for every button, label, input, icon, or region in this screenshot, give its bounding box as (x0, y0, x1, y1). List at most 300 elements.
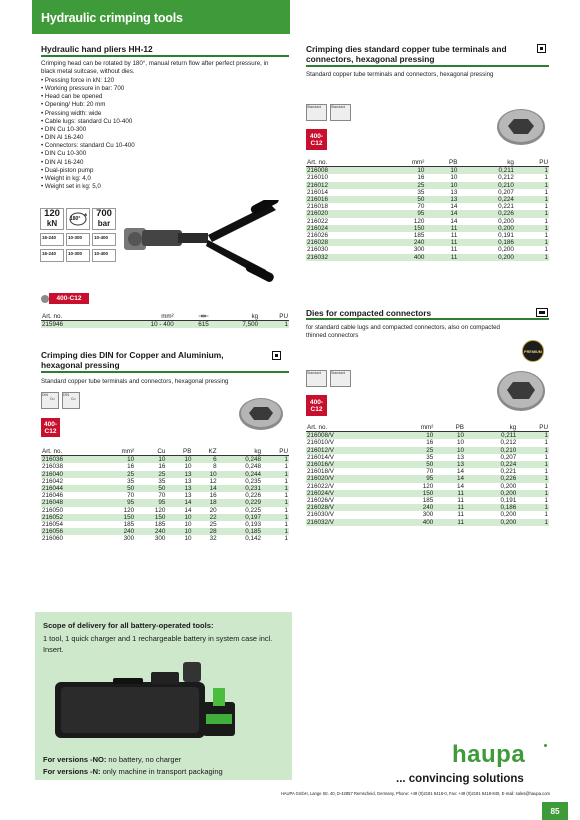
table-cell: 1 (517, 504, 549, 511)
table-cell: 25 (209, 521, 217, 529)
table-row (306, 490, 549, 497)
rotation-value: 180° (70, 216, 81, 222)
table-cell: 10 (184, 535, 192, 543)
table-cell: 120 (154, 506, 166, 514)
table-cell: 10 (166, 514, 192, 521)
table-cell: 1 (284, 463, 288, 471)
crimp-range-icon: 16-240 (40, 249, 64, 262)
table-cell: 1 (544, 217, 548, 225)
table-row (41, 492, 289, 499)
slogan: ... convincing solutions (396, 773, 524, 785)
table-cell: 10 (456, 439, 464, 447)
std-table (306, 159, 549, 261)
compact-dies-subtitle: for standard cable lugs and compacted connectors, also on compacted thinned connectors (306, 324, 500, 340)
table-cell: 35 (426, 453, 434, 461)
std-title-rule (306, 65, 549, 67)
table-row (306, 246, 549, 253)
pliers-table (41, 313, 289, 328)
table-cell: 1 (262, 471, 289, 478)
table-cell: 95 (379, 210, 425, 217)
table-cell: 216032 (306, 254, 379, 261)
table-cell: 1 (544, 511, 548, 519)
table-cell: 216036 (41, 456, 99, 464)
table-cell: 216008/V (306, 432, 391, 440)
table-cell: 216018/V (307, 468, 334, 476)
table-cell: 0,197 (218, 514, 262, 521)
table-cell: 216028 (306, 239, 379, 246)
table-cell: 1 (544, 497, 548, 505)
table-cell: 14 (434, 475, 465, 482)
din-table (41, 448, 289, 543)
premium-seal-icon: PREMIUM (522, 340, 544, 362)
compact-dies-title: Dies for compacted connectors (306, 308, 432, 318)
table-cell: 216032/V (306, 519, 391, 526)
table-cell: 216028/V (306, 504, 391, 511)
column-header: kg (210, 313, 259, 321)
column-header: kg (218, 448, 262, 456)
delivery-n-text: only machine in transport packaging (100, 767, 223, 776)
din-die-badge (41, 418, 60, 437)
table-cell: 11 (434, 519, 465, 526)
table-cell: 25 (99, 471, 136, 478)
table-cell: 1 (284, 492, 288, 500)
table-cell: 1 (515, 254, 549, 261)
column-header: PB (166, 448, 192, 456)
column-header: Cu (135, 448, 166, 456)
din-label-2-sub: Cu (71, 397, 76, 401)
table-cell: 12 (209, 477, 217, 485)
table-cell: 35 (158, 477, 166, 485)
column-header: Art. no. (41, 448, 99, 456)
table-row (306, 454, 549, 461)
din-dies-title: Crimping dies DIN for Copper and Aluminium, hexagonal pressing (41, 350, 224, 370)
table-cell: 14 (456, 482, 464, 490)
table-cell: 20 (209, 506, 217, 514)
table-cell: 25 (391, 447, 434, 454)
pliers-intro: Crimping head can be rotated by 180°, manual return flow after perfect pressure, in black metal suitcase, without dies. (41, 60, 269, 76)
column-header: Art. no. (306, 424, 391, 432)
column-header: mm² (391, 424, 434, 432)
table-cell: 216012 (306, 182, 379, 189)
table-cell: 70 (127, 492, 135, 500)
table-cell: 216008 (306, 167, 379, 175)
compact-badge-text: 400-C12 (309, 399, 323, 413)
table-cell: 8 (213, 463, 217, 471)
table-cell: 216030/V (307, 511, 334, 519)
table-cell: 1 (544, 203, 548, 211)
table-cell: 0,200 (500, 511, 517, 519)
table-row (41, 499, 289, 506)
table-cell: 216030 (307, 246, 329, 254)
table-row (41, 471, 289, 478)
table-cell: 216056 (41, 528, 99, 535)
table-cell: 216044 (41, 485, 99, 492)
delivery-title: Scope of delivery for all battery-operated tools: (43, 621, 214, 630)
table-cell: 0,226 (465, 475, 517, 482)
din-title-rule (41, 371, 289, 373)
compact-title-rule (306, 318, 549, 320)
table-header-row (306, 159, 549, 167)
table-cell: 16 (209, 492, 217, 500)
table-cell: 1 (544, 232, 548, 240)
table-row (306, 210, 549, 217)
table-cell: 35 (417, 188, 425, 196)
table-cell: 0,200 (465, 519, 517, 526)
table-cell: 14 (184, 506, 192, 514)
din-badge-text: 400-C12 (43, 421, 57, 435)
haupa-logo: haupa (452, 741, 526, 768)
pliers-feature: • Working pressure in bar: 700 (41, 85, 191, 93)
table-row (41, 321, 289, 329)
table-cell: 1 (515, 196, 549, 203)
table-row (41, 485, 289, 492)
table-cell: 0,185 (218, 528, 262, 535)
table-cell: 1 (517, 432, 549, 440)
crimp-range-icon: 10-300 (66, 249, 90, 262)
table-cell: 0,200 (458, 254, 514, 261)
table-row (306, 519, 549, 526)
delivery-text: 1 tool, 1 quick charger and 1 rechargeable battery in system case incl. Insert. (43, 634, 273, 654)
std-dies-subtitle: Standard copper tube terminals and connectors, hexagonal pressing (306, 71, 494, 78)
table-cell: 50 (391, 461, 434, 468)
table-cell: 13 (434, 461, 465, 468)
table-cell: 50 (379, 196, 425, 203)
table-cell: 16 (426, 439, 434, 447)
pliers-die-badge: 400-C12 (49, 293, 89, 304)
table-cell: 10 (184, 521, 192, 529)
table-cell: 16 (417, 174, 425, 182)
table-cell: 240 (99, 528, 136, 535)
table-cell: 216020 (306, 210, 379, 217)
table-cell: 13 (425, 196, 458, 203)
crimp-range-icon: 10-400 (92, 249, 116, 262)
pliers-feature: • Dual-piston pump (41, 167, 191, 175)
table-cell: 185 (123, 521, 135, 529)
compact-label-1: Standard (306, 370, 327, 387)
table-cell: 150 (135, 514, 166, 521)
force-icon (40, 208, 64, 230)
table-row (41, 463, 289, 470)
table-cell: 1 (515, 182, 549, 189)
table-cell: 0,231 (218, 485, 262, 492)
table-cell: 0,235 (245, 477, 262, 485)
table-cell: 0,212 (498, 174, 514, 182)
table-cell: 216016/V (306, 461, 391, 468)
table-cell: 0,211 (458, 167, 514, 175)
table-cell: 300 (154, 535, 166, 543)
table-cell: 216026/V (307, 497, 334, 505)
std-label-1: Standard (306, 104, 327, 121)
pliers-feature: • Weight in kg: 4,0 (41, 175, 191, 183)
table-cell: 10 (135, 456, 166, 464)
table-cell: 95 (391, 475, 434, 482)
table-cell: 14 (456, 468, 464, 476)
crimp-range-icon: 16-240 (40, 233, 64, 246)
pliers-feature: • DIN Cu 10-300 (41, 150, 191, 158)
table-cell: 11 (457, 511, 464, 519)
table-cell: 1 (517, 519, 549, 526)
table-cell: 216040 (41, 471, 99, 478)
table-row (306, 447, 549, 454)
pliers-feature: • Weight set in kg: 5,0 (41, 183, 191, 191)
table-cell: 0,200 (498, 246, 514, 254)
table-cell: 185 (154, 521, 166, 529)
table-cell: 300 (123, 535, 135, 543)
table-header-row (41, 448, 289, 456)
table-cell: 216046 (42, 492, 64, 500)
table-cell: 216042 (42, 477, 64, 485)
din-label-1-text: DIN (42, 393, 49, 397)
table-cell: 70 (158, 492, 166, 500)
table-cell: 1 (517, 490, 549, 497)
table-row (306, 511, 549, 518)
din-label-2-text: DIN (63, 393, 70, 397)
table-cell: 13 (456, 453, 464, 461)
pliers-title-rule (41, 55, 289, 57)
std-dies-title: Crimping dies standard copper tube terminals and connectors, hexagonal pressing (306, 44, 507, 64)
delivery-no-line (43, 755, 181, 764)
table-cell: 0,200 (498, 217, 514, 225)
table-cell: 13 (166, 471, 192, 478)
table-cell: 0,193 (245, 521, 262, 529)
table-header-row (41, 313, 289, 321)
delivery-kit-image (43, 662, 238, 757)
table-cell: 0,212 (500, 439, 517, 447)
table-cell: 0,248 (218, 456, 262, 464)
table-cell: 10 (192, 471, 217, 478)
table-cell: 10 (166, 528, 192, 535)
table-cell: 150 (99, 514, 136, 521)
table-cell: 216010 (307, 174, 329, 182)
table-row (41, 535, 289, 542)
table-cell: 216020/V (306, 475, 391, 482)
table-row (41, 528, 289, 535)
pressure-icon (92, 208, 116, 230)
table-cell: 13 (450, 188, 458, 196)
table-cell: 0,207 (498, 188, 514, 196)
table-cell: 70 (417, 203, 425, 211)
std-die-badge (306, 129, 327, 150)
table-cell: 0,244 (218, 471, 262, 478)
table-cell: 1 (515, 210, 549, 217)
die-icon (41, 295, 49, 303)
table-cell: 215946 (41, 321, 105, 329)
table-cell: 216022 (307, 217, 329, 225)
table-cell: 1 (517, 461, 549, 468)
table-cell: 70 (426, 468, 434, 476)
column-header: PB (434, 424, 465, 432)
column-header: kg (465, 424, 517, 432)
table-cell: 95 (99, 499, 136, 506)
table-cell: 150 (379, 225, 425, 232)
table-cell: 216016 (306, 196, 379, 203)
table-cell: 1 (515, 167, 549, 175)
crimp-range-icon: 10-400 (92, 233, 116, 246)
table-cell: 0,224 (458, 196, 514, 203)
table-cell: 95 (135, 499, 166, 506)
pressure-value: 700 (96, 208, 112, 219)
table-cell: 1 (517, 475, 549, 482)
table-cell: 1 (544, 174, 548, 182)
table-cell: 185 (422, 497, 434, 505)
table-cell: 1 (262, 485, 289, 492)
table-row (306, 225, 549, 232)
table-cell: 10 (166, 456, 192, 464)
table-cell: 7,500 (210, 321, 259, 329)
table-cell: 18 (192, 499, 217, 506)
table-cell: 0,142 (245, 535, 262, 543)
table-cell: 1 (544, 246, 548, 254)
table-cell: 11 (434, 504, 465, 511)
table-cell: 0,221 (498, 203, 514, 211)
table-cell: 0,210 (465, 447, 517, 454)
table-row (306, 504, 549, 511)
table-cell: 216026 (307, 232, 329, 240)
table-cell: 0,210 (458, 182, 514, 189)
table-cell: 14 (450, 203, 458, 211)
table-cell: 1 (515, 239, 549, 246)
table-row (306, 461, 549, 468)
table-row (41, 507, 289, 514)
table-cell: 1 (284, 535, 288, 543)
table-cell: 11 (457, 497, 464, 505)
din-dies-subtitle: Standard copper tube terminals and connectors, hexagonal pressing (41, 378, 229, 385)
table-row (306, 483, 549, 490)
table-row (306, 497, 549, 504)
column-header: PU (262, 448, 289, 456)
pliers-title: Hydraulic hand pliers HH-12 (41, 44, 153, 54)
force-value: 120 (44, 208, 60, 219)
pliers-feature: • DIN Al 16-240 (41, 159, 191, 167)
table-cell: 14 (166, 499, 192, 506)
table-cell: 400 (391, 519, 434, 526)
column-header: PU (517, 424, 549, 432)
table-row (306, 432, 549, 440)
table-cell: 400 (379, 254, 425, 261)
std-die-image (492, 103, 550, 149)
table-cell: 11 (434, 490, 465, 497)
pliers-feature: • DIN Al 16-240 (41, 134, 191, 142)
table-cell: 10 (434, 447, 465, 454)
table-cell: 11 (425, 225, 458, 232)
table-row (306, 167, 549, 175)
column-header: PU (515, 159, 549, 167)
table-row (306, 232, 549, 239)
table-cell: 120 (123, 506, 135, 514)
table-cell: 1 (544, 439, 548, 447)
table-cell: 1 (544, 468, 548, 476)
page-title: Hydraulic crimping tools (32, 0, 290, 34)
table-cell: 14 (425, 210, 458, 217)
column-header: mm² (105, 313, 175, 321)
table-cell: 0,200 (500, 482, 517, 490)
table-cell: 1 (259, 321, 289, 329)
quality-icon-2 (537, 44, 546, 53)
pliers-feature: • DIN Cu 10-300 (41, 126, 191, 134)
table-cell: 0,200 (465, 490, 517, 497)
table-cell: 0,186 (458, 239, 514, 246)
table-cell: 615 (175, 321, 210, 329)
table-cell: 11 (450, 232, 458, 240)
table-cell: 1 (262, 528, 289, 535)
column-header: ⇥⇤ (175, 313, 210, 321)
table-cell: 0,226 (245, 492, 262, 500)
table-cell: 0,226 (458, 210, 514, 217)
hydraulic-pliers-image (120, 200, 290, 300)
table-cell: 1 (262, 514, 289, 521)
table-cell: 300 (413, 246, 425, 254)
delivery-n-line (43, 767, 223, 776)
table-cell: 1 (544, 482, 548, 490)
table-cell: 216048 (41, 499, 99, 506)
table-cell: 11 (425, 239, 458, 246)
column-header: Art. no. (41, 313, 105, 321)
table-cell: 10 (379, 167, 425, 175)
table-cell: 1 (515, 225, 549, 232)
force-unit: kN (46, 219, 58, 228)
table-cell: 10 (425, 182, 458, 189)
table-cell: 10 (184, 463, 192, 471)
table-row (306, 475, 549, 482)
din-die-image (234, 393, 288, 433)
table-row (306, 468, 549, 475)
table-cell: 185 (413, 232, 425, 240)
table-cell: 216014/V (307, 453, 334, 461)
table-cell: 10 (391, 432, 434, 440)
table-cell: 11 (450, 246, 458, 254)
std-label-2: Standard (330, 104, 351, 121)
compact-icon (536, 308, 548, 317)
table-row (306, 189, 549, 196)
table-cell: 35 (127, 477, 135, 485)
table-cell: 1 (262, 456, 289, 464)
table-cell: 10 - 400 (105, 321, 175, 329)
din-label-2 (62, 392, 80, 409)
table-header-row (306, 424, 549, 432)
quality-icon (272, 351, 281, 360)
table-cell: 1 (517, 447, 549, 454)
din-label-1-sub: Cu (50, 397, 55, 401)
delivery-no-text: no battery, no charger (106, 755, 182, 764)
column-header: PB (425, 159, 458, 167)
table-cell: 0,211 (465, 432, 517, 440)
table-cell: 0,191 (498, 232, 514, 240)
table-cell: 120 (413, 217, 425, 225)
table-cell: 16 (127, 463, 135, 471)
din-label-1 (41, 392, 59, 409)
pliers-feature-list (41, 77, 191, 191)
pliers-feature: • Pressing force in kN: 120 (41, 77, 191, 85)
column-header: kg (458, 159, 514, 167)
table-cell: 50 (99, 485, 136, 492)
table-cell: 216050 (42, 506, 64, 514)
table-cell: 11 (425, 254, 458, 261)
table-cell: 6 (192, 456, 217, 464)
compact-die-image (492, 365, 550, 415)
column-header: mm² (379, 159, 425, 167)
table-cell: 0,221 (500, 468, 517, 476)
compact-die-badge (306, 395, 327, 416)
table-cell: 216024 (306, 225, 379, 232)
table-cell: 14 (192, 485, 217, 492)
table-row (306, 182, 549, 189)
column-header: Art. no. (306, 159, 379, 167)
pliers-feature: • Connectors: standard Cu 10-400 (41, 142, 191, 150)
table-row (41, 521, 289, 528)
table-row (306, 239, 549, 246)
table-cell: 13 (166, 485, 192, 492)
table-cell: 1 (544, 188, 548, 196)
